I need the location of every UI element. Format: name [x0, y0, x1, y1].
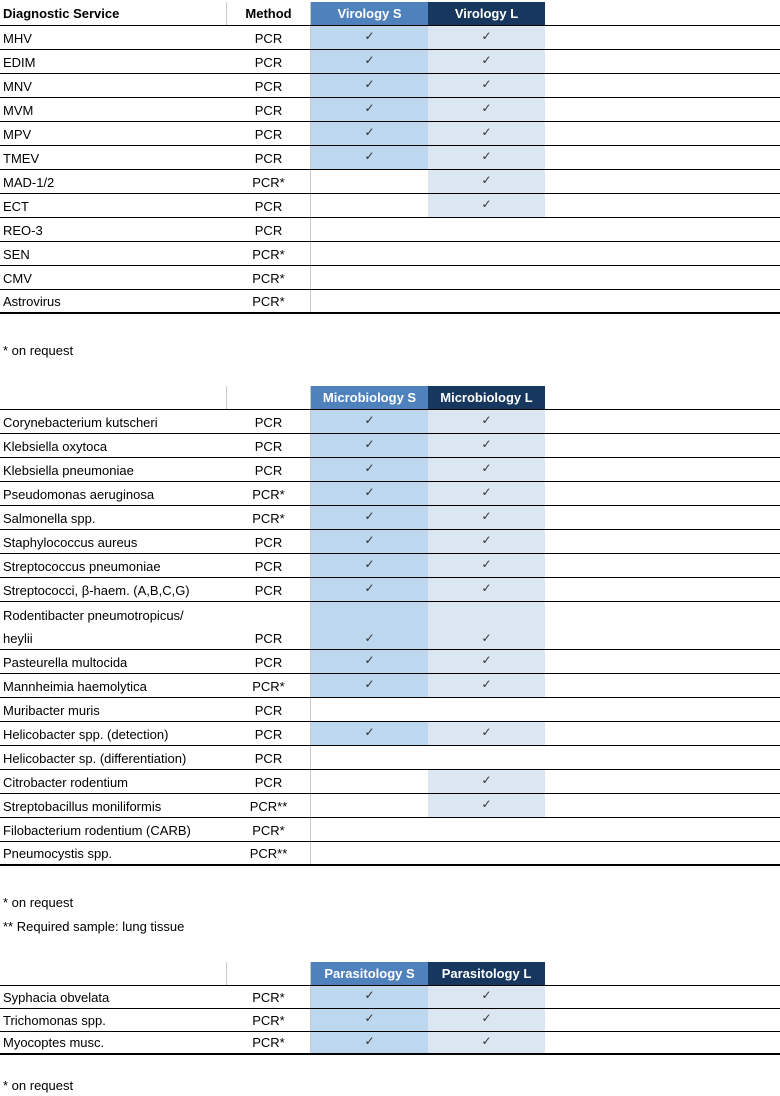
microbiology-row-s [311, 650, 428, 673]
check-icon: ✓ [364, 508, 375, 523]
microbiology-row-s [311, 482, 428, 505]
microbiology-row-method: PCR [227, 698, 311, 721]
microbiology-row [0, 842, 780, 866]
virology-row-l [428, 218, 545, 241]
microbiology-row-s [311, 458, 428, 481]
virology-row-name: MVM [3, 103, 34, 118]
virology-row-name: MHV [3, 31, 32, 46]
microbiology-row-name: Pseudomonas aeruginosa [3, 487, 155, 502]
virology-row [0, 218, 780, 242]
microbiology-row-method: PCR* [227, 674, 311, 697]
microbiology-row-name: Helicobacter sp. (differentiation) [3, 751, 187, 766]
virology-row-l [428, 290, 545, 312]
microbiology-row-l [428, 410, 545, 433]
virology-header-name: Diagnostic Service [0, 2, 227, 25]
virology-row-s [311, 290, 428, 312]
check-icon: ✓ [364, 724, 375, 739]
virology-row [0, 98, 780, 122]
virology-row-name: REO-3 [3, 223, 43, 238]
microbiology-row [0, 770, 780, 794]
virology-row-s [311, 170, 428, 193]
virology-row-name: SEN [3, 247, 30, 262]
parasitology-footnote: * on request [3, 1078, 74, 1093]
virology-row-method: PCR [227, 74, 311, 97]
virology-row-method: PCR [227, 26, 311, 49]
check-icon: ✓ [364, 28, 375, 43]
microbiology-row-name: Filobacterium rodentium (CARB) [3, 823, 191, 838]
microbiology-row-name-line2: heylii [3, 631, 33, 646]
check-icon: ✓ [481, 1011, 492, 1025]
microbiology-row-name: Citrobacter rodentium [3, 775, 128, 790]
microbiology-row-l [428, 482, 545, 505]
microbiology-row [0, 794, 780, 818]
microbiology-header-method [227, 386, 311, 409]
virology-row [0, 146, 780, 170]
check-icon: ✓ [364, 1033, 375, 1048]
check-icon: ✓ [364, 76, 375, 91]
microbiology-row-name: Klebsiella oxytoca [3, 439, 108, 454]
check-icon: ✓ [481, 988, 492, 1002]
microbiology-row-name: Corynebacterium kutscheri [3, 415, 158, 430]
microbiology-row-s [311, 794, 428, 817]
microbiology-row-method: PCR [227, 602, 311, 649]
check-icon: ✓ [481, 724, 492, 739]
microbiology-row-l [428, 698, 545, 721]
virology-row-l [428, 50, 545, 73]
microbiology-row-l [428, 722, 545, 745]
microbiology-row-s [311, 530, 428, 553]
microbiology-row-name: Streptococcus pneumoniae [3, 559, 161, 574]
microbiology-row-s [311, 722, 428, 745]
microbiology-row-l [428, 578, 545, 601]
microbiology-row [0, 482, 780, 506]
virology-row-method: PCR [227, 98, 311, 121]
parasitology-row [0, 986, 780, 1009]
virology-row-name: Astrovirus [3, 294, 61, 309]
virology-row-method: PCR [227, 50, 311, 73]
parasitology-row-method: PCR* [227, 986, 311, 1008]
check-icon: ✓ [481, 676, 492, 691]
check-icon: ✓ [364, 580, 375, 595]
check-icon: ✓ [364, 652, 375, 667]
check-icon: ✓ [481, 460, 492, 475]
virology-row-name: CMV [3, 271, 32, 286]
virology-row-s [311, 98, 428, 121]
check-icon: ✓ [481, 796, 492, 811]
microbiology-row [0, 506, 780, 530]
microbiology-row-method: PCR [227, 770, 311, 793]
parasitology-header-method [227, 962, 311, 985]
microbiology-row-l [428, 530, 545, 553]
microbiology-row [0, 674, 780, 698]
microbiology-row-l [428, 650, 545, 673]
virology-row-l [428, 242, 545, 265]
check-icon: ✓ [481, 52, 492, 67]
microbiology-row-method: PCR** [227, 794, 311, 817]
microbiology-row-method: PCR [227, 458, 311, 481]
microbiology-header-l: Microbiology L [428, 386, 545, 409]
check-icon: ✓ [481, 508, 492, 523]
microbiology-row-s [311, 770, 428, 793]
microbiology-row-name: Pneumocystis spp. [3, 846, 113, 861]
microbiology-row-s [311, 602, 428, 649]
microbiology-row-s [311, 842, 428, 864]
virology-row-method: PCR* [227, 170, 311, 193]
virology-row-l [428, 98, 545, 121]
virology-footnote: * on request [3, 343, 74, 358]
microbiology-row-s [311, 554, 428, 577]
virology-row-name: MPV [3, 127, 32, 142]
virology-row [0, 290, 780, 314]
check-icon: ✓ [481, 28, 492, 43]
check-icon: ✓ [481, 100, 492, 115]
microbiology-row-l [428, 458, 545, 481]
virology-row-s [311, 266, 428, 289]
microbiology-row-s [311, 410, 428, 433]
virology-row-method: PCR [227, 122, 311, 145]
microbiology-row [0, 698, 780, 722]
check-icon: ✓ [481, 412, 492, 427]
virology-row-s [311, 74, 428, 97]
microbiology-row-s [311, 506, 428, 529]
virology-row-method: PCR* [227, 290, 311, 312]
check-icon: ✓ [481, 580, 492, 595]
parasitology-row-name: Trichomonas spp. [3, 1013, 106, 1028]
microbiology-row-name: Klebsiella pneumoniae [3, 463, 134, 478]
check-icon: ✓ [481, 124, 492, 139]
microbiology-header-row [0, 386, 780, 410]
microbiology-row-name: Streptobacillus moniliformis [3, 799, 162, 814]
parasitology-header-l: Parasitology L [428, 962, 545, 985]
virology-row-s [311, 146, 428, 169]
parasitology-row-method: PCR* [227, 1032, 311, 1053]
microbiology-row-name-line1: Rodentibacter pneumotropicus/ [3, 608, 184, 623]
microbiology-row-s [311, 434, 428, 457]
parasitology-row-s [311, 986, 428, 1008]
microbiology-row-name [0, 602, 227, 649]
virology-row-l [428, 26, 545, 49]
virology-row [0, 242, 780, 266]
microbiology-row-s [311, 698, 428, 721]
microbiology-row-s [311, 578, 428, 601]
parasitology-row-name: Myocoptes musc. [3, 1035, 105, 1050]
microbiology-row-method: PCR [227, 410, 311, 433]
microbiology-row [0, 410, 780, 434]
check-icon: ✓ [364, 532, 375, 547]
microbiology-row-l [428, 434, 545, 457]
check-icon: ✓ [364, 988, 375, 1002]
check-icon: ✓ [481, 172, 492, 187]
microbiology-row [0, 434, 780, 458]
microbiology-row-l [428, 746, 545, 769]
virology-row [0, 74, 780, 98]
check-icon: ✓ [364, 556, 375, 571]
parasitology-header-name [0, 962, 227, 985]
virology-row [0, 26, 780, 50]
check-icon: ✓ [481, 556, 492, 571]
microbiology-row [0, 818, 780, 842]
microbiology-row-l [428, 554, 545, 577]
check-icon: ✓ [481, 652, 492, 667]
virology-row [0, 122, 780, 146]
check-icon: ✓ [364, 460, 375, 475]
microbiology-row [0, 722, 780, 746]
virology-row-s [311, 26, 428, 49]
virology-row [0, 194, 780, 218]
parasitology-row-method: PCR* [227, 1009, 311, 1031]
virology-row-name: MNV [3, 79, 32, 94]
microbiology-row-name: Streptococci, β-haem. (A,B,C,G) [3, 583, 190, 598]
microbiology-footnote: ** Required sample: lung tissue [3, 919, 185, 934]
microbiology-row-name: Pasteurella multocida [3, 655, 128, 670]
virology-row-name: ECT [3, 199, 29, 214]
microbiology-footnote: * on request [3, 895, 74, 910]
virology-header-method: Method [227, 2, 311, 25]
microbiology-row-method: PCR [227, 578, 311, 601]
microbiology-row-name: Muribacter muris [3, 703, 100, 718]
microbiology-row-name: Helicobacter spp. (detection) [3, 727, 169, 742]
microbiology-row-method: PCR* [227, 506, 311, 529]
parasitology-header-s: Parasitology S [311, 962, 428, 985]
check-icon: ✓ [481, 196, 492, 211]
parasitology-row-l [428, 986, 545, 1008]
virology-header-l: Virology L [428, 2, 545, 25]
virology-row-method: PCR* [227, 242, 311, 265]
virology-row-l [428, 266, 545, 289]
virology-row-method: PCR [227, 194, 311, 217]
check-icon: ✓ [364, 100, 375, 115]
microbiology-header-name [0, 386, 227, 409]
virology-row-method: PCR [227, 146, 311, 169]
check-icon: ✓ [481, 1033, 492, 1048]
virology-row-name: EDIM [3, 55, 36, 70]
microbiology-row-l [428, 818, 545, 841]
check-icon: ✓ [364, 676, 375, 691]
check-icon: ✓ [481, 148, 492, 163]
parasitology-row-l [428, 1009, 545, 1031]
virology-row-l [428, 74, 545, 97]
virology-header-s: Virology S [311, 2, 428, 25]
virology-row-s [311, 194, 428, 217]
microbiology-row-method: PCR [227, 554, 311, 577]
microbiology-row [0, 650, 780, 674]
virology-row-method: PCR [227, 218, 311, 241]
check-icon: ✓ [364, 412, 375, 427]
microbiology-row-s [311, 746, 428, 769]
microbiology-row [0, 458, 780, 482]
check-icon: ✓ [364, 52, 375, 67]
microbiology-row-method: PCR [227, 650, 311, 673]
parasitology-row-s [311, 1032, 428, 1053]
parasitology-row [0, 1032, 780, 1055]
microbiology-row-l [428, 770, 545, 793]
virology-header-row [0, 2, 780, 26]
microbiology-row-l [428, 794, 545, 817]
virology-row [0, 170, 780, 194]
check-icon: ✓ [364, 484, 375, 499]
virology-row-s [311, 242, 428, 265]
microbiology-row-method: PCR [227, 530, 311, 553]
microbiology-row [0, 746, 780, 770]
virology-row-name: MAD-1/2 [3, 175, 55, 190]
check-icon: ✓ [364, 631, 375, 645]
virology-row-l [428, 122, 545, 145]
check-icon: ✓ [364, 436, 375, 451]
microbiology-header-s: Microbiology S [311, 386, 428, 409]
microbiology-row-method: PCR* [227, 482, 311, 505]
parasitology-row [0, 1009, 780, 1032]
virology-row [0, 50, 780, 74]
microbiology-row [0, 578, 780, 602]
parasitology-row-name: Syphacia obvelata [3, 990, 110, 1005]
microbiology-row-name: Staphylococcus aureus [3, 535, 138, 550]
microbiology-row [0, 602, 780, 650]
microbiology-row-method: PCR* [227, 818, 311, 841]
virology-row-method: PCR* [227, 266, 311, 289]
microbiology-row-l [428, 506, 545, 529]
microbiology-row-l [428, 602, 545, 649]
virology-row-l [428, 146, 545, 169]
check-icon: ✓ [364, 148, 375, 163]
microbiology-row-l [428, 674, 545, 697]
microbiology-row-name: Salmonella spp. [3, 511, 96, 526]
microbiology-row-name: Mannheimia haemolytica [3, 679, 147, 694]
virology-row-s [311, 50, 428, 73]
parasitology-header-row [0, 962, 780, 986]
microbiology-row-method: PCR [227, 434, 311, 457]
virology-row-s [311, 122, 428, 145]
parasitology-row-s [311, 1009, 428, 1031]
virology-row-s [311, 218, 428, 241]
check-icon: ✓ [481, 631, 492, 645]
microbiology-row [0, 554, 780, 578]
check-icon: ✓ [481, 532, 492, 547]
microbiology-row-method: PCR** [227, 842, 311, 864]
check-icon: ✓ [364, 1011, 375, 1025]
check-icon: ✓ [481, 436, 492, 451]
microbiology-row-l [428, 842, 545, 864]
virology-row-name: TMEV [3, 151, 40, 166]
microbiology-row [0, 530, 780, 554]
check-icon: ✓ [481, 76, 492, 91]
microbiology-row-method: PCR [227, 722, 311, 745]
microbiology-row-s [311, 818, 428, 841]
parasitology-row-l [428, 1032, 545, 1053]
check-icon: ✓ [481, 484, 492, 499]
check-icon: ✓ [481, 772, 492, 787]
virology-row [0, 266, 780, 290]
virology-row-l [428, 170, 545, 193]
virology-row-l [428, 194, 545, 217]
microbiology-row-method: PCR [227, 746, 311, 769]
check-icon: ✓ [364, 124, 375, 139]
microbiology-row-s [311, 674, 428, 697]
